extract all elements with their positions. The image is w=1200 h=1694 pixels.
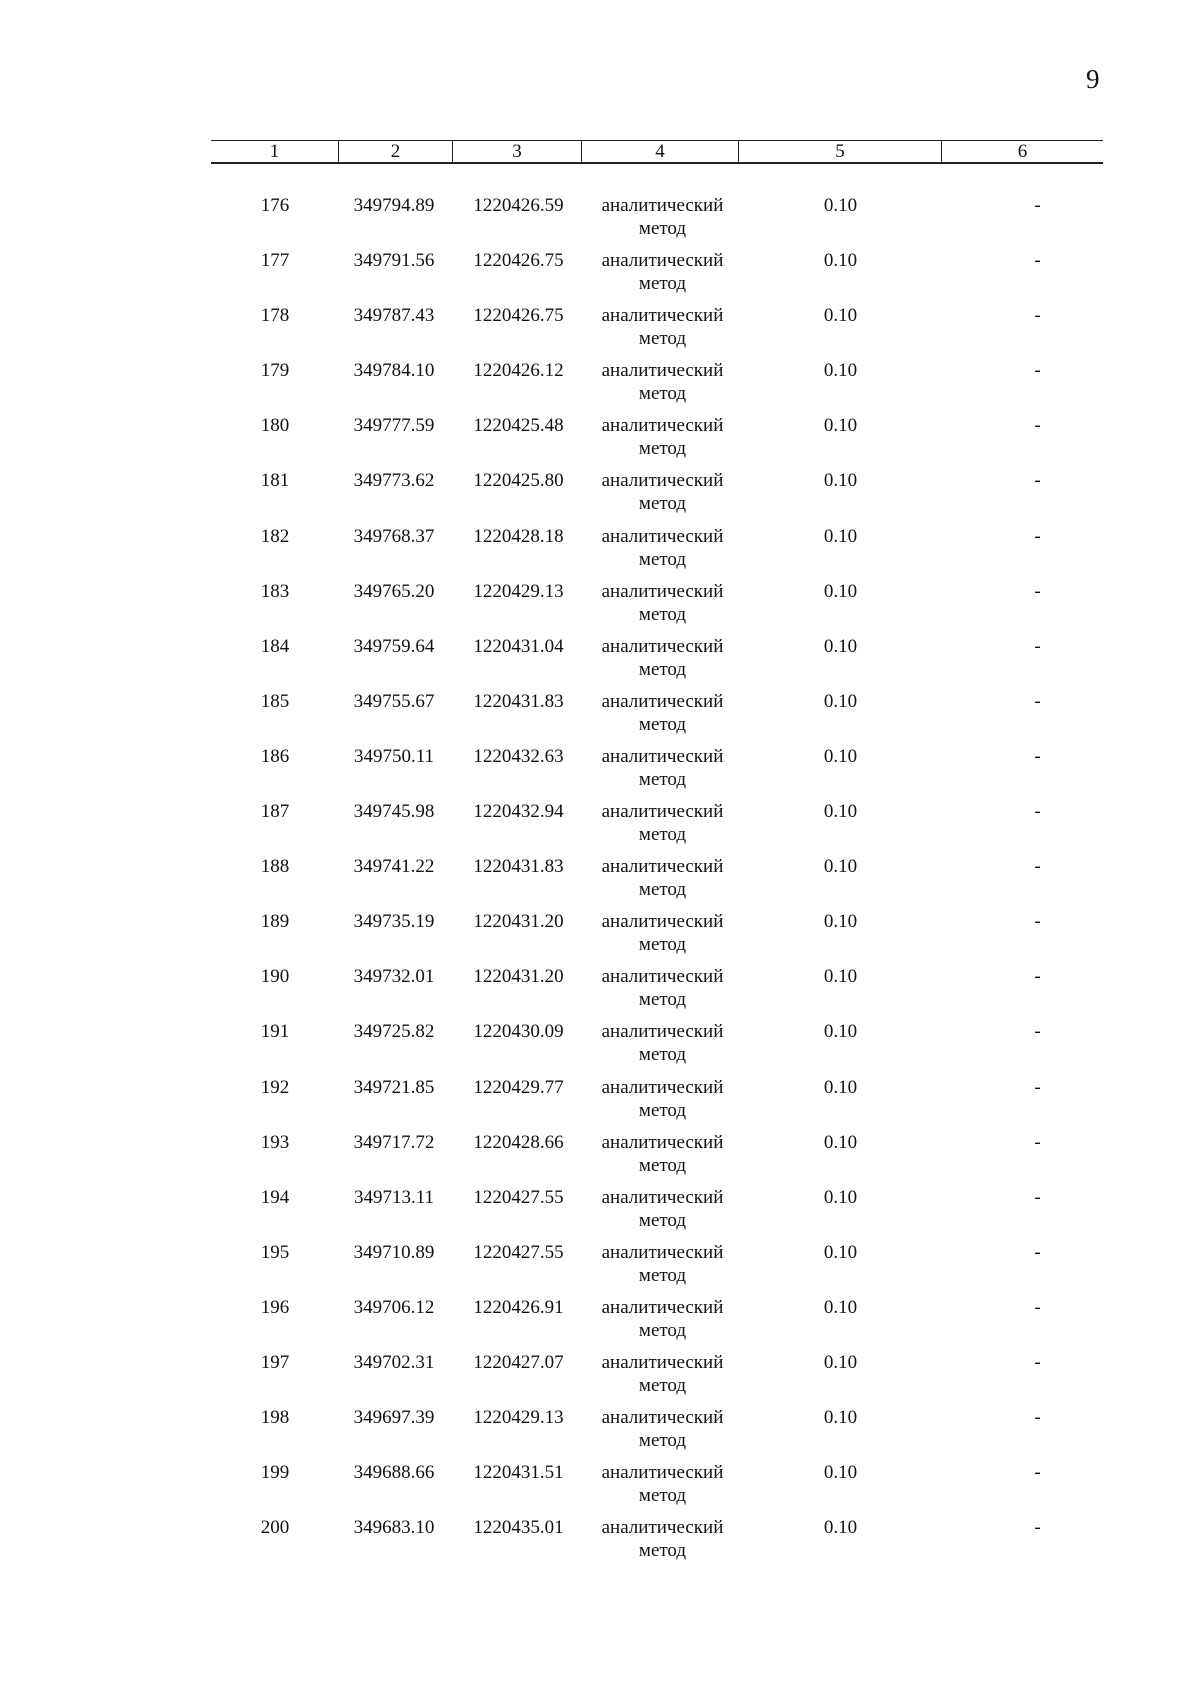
header-cell: 1: [211, 141, 339, 162]
accuracy-value: 0.10: [823, 195, 858, 216]
table-row: [211, 1514, 1103, 1569]
coordinate-y: 1220426.91: [473, 1296, 564, 1318]
method-line-1: аналитический: [601, 856, 724, 878]
coordinate-y: 1220435.01: [473, 1517, 564, 1539]
method-line-1: аналитический: [601, 1351, 724, 1373]
table-row: [211, 1349, 1103, 1404]
note-value: -: [1034, 1517, 1041, 1539]
method-line-1: аналитический: [601, 745, 724, 767]
accuracy-value: 0.10: [823, 1131, 858, 1153]
note-value: -: [1034, 195, 1041, 216]
point-number: 176: [260, 195, 290, 216]
method-line-2: метод: [638, 658, 687, 680]
method-line-1: аналитический: [601, 1186, 724, 1208]
method-line-2: метод: [638, 1264, 687, 1286]
coordinate-x: 349713.11: [353, 1186, 435, 1208]
point-number: 181: [260, 470, 290, 492]
coordinate-x: 349721.85: [353, 1076, 435, 1098]
point-number: 182: [260, 525, 290, 547]
note-value: -: [1034, 525, 1041, 547]
coordinate-x: 349717.72: [353, 1131, 435, 1153]
method-cell: [582, 853, 739, 908]
accuracy-value: 0.10: [823, 580, 858, 602]
coordinate-y: 1220428.66: [473, 1131, 564, 1153]
method-line-2: метод: [638, 879, 687, 901]
accuracy-value: 0.10: [823, 1021, 858, 1043]
table-header: [211, 140, 1103, 164]
method-line-1: аналитический: [601, 360, 724, 382]
note-value: -: [1034, 415, 1041, 437]
accuracy-value: 0.10: [823, 415, 858, 437]
method-line-1: аналитический: [601, 635, 724, 657]
coordinate-y: 1220431.20: [473, 966, 564, 988]
table-body: [211, 192, 1103, 1569]
note-value: -: [1034, 305, 1041, 327]
method-line-2: метод: [638, 438, 687, 460]
coordinate-x: 349683.10: [353, 1517, 435, 1539]
coordinate-y: 1220432.94: [473, 801, 564, 823]
coordinate-x: 349710.89: [353, 1241, 435, 1263]
accuracy-value: 0.10: [823, 1241, 858, 1263]
method-cell: [582, 1349, 739, 1404]
coordinate-x: 349732.01: [353, 966, 435, 988]
table-row: [211, 247, 1103, 302]
note-value: -: [1034, 911, 1041, 933]
note-value: -: [1034, 1351, 1041, 1373]
method-line-1: аналитический: [601, 1296, 724, 1318]
coordinate-x: 349741.22: [353, 856, 435, 878]
point-number: 195: [260, 1241, 290, 1263]
accuracy-value: 0.10: [823, 911, 858, 933]
method-cell: [582, 1459, 739, 1514]
method-line-2: метод: [638, 328, 687, 350]
method-cell: [582, 743, 739, 798]
coordinate-x: 349706.12: [353, 1296, 435, 1318]
point-number: 193: [260, 1131, 290, 1153]
method-line-2: метод: [638, 989, 687, 1011]
accuracy-value: 0.10: [823, 1076, 858, 1098]
method-line-1: аналитический: [601, 1241, 724, 1263]
table-row: [211, 357, 1103, 412]
method-line-1: аналитический: [601, 305, 724, 327]
method-cell: [582, 1129, 739, 1184]
method-cell: [582, 1239, 739, 1294]
coordinate-x: 349702.31: [353, 1351, 435, 1373]
coordinate-x: 349794.89: [353, 195, 435, 216]
point-number: 183: [260, 580, 290, 602]
note-value: -: [1034, 1186, 1041, 1208]
accuracy-value: 0.10: [823, 966, 858, 988]
table-row: [211, 688, 1103, 743]
table-row: [211, 743, 1103, 798]
table-row: [211, 1239, 1103, 1294]
header-cell: 5: [739, 141, 942, 162]
method-line-2: метод: [638, 273, 687, 295]
coordinate-x: 349784.10: [353, 360, 435, 382]
method-cell: [582, 523, 739, 578]
table-row: [211, 1129, 1103, 1184]
coordinate-y: 1220432.63: [473, 745, 564, 767]
point-number: 178: [260, 305, 290, 327]
note-value: -: [1034, 1296, 1041, 1318]
method-cell: [582, 1514, 739, 1569]
note-value: -: [1034, 1241, 1041, 1263]
coordinate-y: 1220431.83: [473, 690, 564, 712]
method-line-1: аналитический: [601, 1462, 724, 1484]
accuracy-value: 0.10: [823, 856, 858, 878]
method-cell: [582, 1074, 739, 1129]
accuracy-value: 0.10: [823, 745, 858, 767]
point-number: 179: [260, 360, 290, 382]
coordinate-x: 349765.20: [353, 580, 435, 602]
method-line-2: метод: [638, 768, 687, 790]
header-cell: 3: [453, 141, 582, 162]
coordinate-y: 1220426.59: [473, 195, 564, 216]
coordinate-y: 1220431.04: [473, 635, 564, 657]
method-line-2: метод: [638, 603, 687, 625]
accuracy-value: 0.10: [823, 635, 858, 657]
method-line-1: аналитический: [601, 415, 724, 437]
coordinate-x: 349759.64: [353, 635, 435, 657]
note-value: -: [1034, 635, 1041, 657]
method-line-1: аналитический: [601, 1076, 724, 1098]
method-line-2: метод: [638, 1099, 687, 1121]
accuracy-value: 0.10: [823, 1296, 858, 1318]
note-value: -: [1034, 1131, 1041, 1153]
coordinate-y: 1220425.48: [473, 415, 564, 437]
note-value: -: [1034, 250, 1041, 272]
note-value: -: [1034, 745, 1041, 767]
note-value: -: [1034, 1407, 1041, 1429]
table-row: [211, 1074, 1103, 1129]
note-value: -: [1034, 360, 1041, 382]
table-row: [211, 523, 1103, 578]
note-value: -: [1034, 690, 1041, 712]
method-cell: [582, 302, 739, 357]
point-number: 196: [260, 1296, 290, 1318]
header-cell: 6: [1017, 140, 1028, 162]
method-cell: [582, 247, 739, 302]
coordinate-x: 349735.19: [353, 911, 435, 933]
coordinate-y: 1220430.09: [473, 1021, 564, 1043]
coordinate-x: 349725.82: [353, 1021, 435, 1043]
table-row: [211, 1459, 1103, 1514]
coordinate-x: 349750.11: [353, 745, 435, 767]
method-line-2: метод: [638, 218, 687, 239]
method-line-2: метод: [638, 493, 687, 515]
method-line-2: метод: [638, 1374, 687, 1396]
table-row: [211, 1404, 1103, 1459]
method-line-2: метод: [638, 1209, 687, 1231]
note-value: -: [1034, 470, 1041, 492]
coordinate-x: 349787.43: [353, 305, 435, 327]
coordinate-y: 1220427.55: [473, 1241, 564, 1263]
accuracy-value: 0.10: [823, 690, 858, 712]
method-line-2: метод: [638, 1485, 687, 1507]
method-line-2: метод: [638, 383, 687, 405]
note-value: -: [1034, 801, 1041, 823]
coordinate-x: 349697.39: [353, 1407, 435, 1429]
method-line-1: аналитический: [601, 470, 724, 492]
method-cell: [582, 1184, 739, 1239]
note-value: -: [1034, 856, 1041, 878]
table-row: [211, 1294, 1103, 1349]
note-value: -: [1034, 1021, 1041, 1043]
method-line-1: аналитический: [601, 1407, 724, 1429]
coordinate-y: 1220426.75: [473, 305, 564, 327]
method-line-2: метод: [638, 1319, 687, 1341]
method-line-1: аналитический: [601, 1131, 724, 1153]
method-line-1: аналитический: [601, 1517, 724, 1539]
page-number: 9: [1086, 64, 1100, 94]
coordinate-y: 1220428.18: [473, 525, 564, 547]
method-line-1: аналитический: [601, 195, 724, 216]
table-row: [211, 192, 1103, 247]
table-row: [211, 853, 1103, 908]
table-row: [211, 578, 1103, 633]
coordinate-x: 349688.66: [353, 1462, 435, 1484]
point-number: 194: [260, 1186, 290, 1208]
coordinate-y: 1220431.83: [473, 856, 564, 878]
accuracy-value: 0.10: [823, 1407, 858, 1429]
note-value: -: [1034, 1076, 1041, 1098]
point-number: 190: [260, 966, 290, 988]
point-number: 189: [260, 911, 290, 933]
method-cell: [582, 908, 739, 963]
point-number: 185: [260, 690, 290, 712]
method-cell: [582, 963, 739, 1018]
point-number: 192: [260, 1076, 290, 1098]
coordinate-y: 1220425.80: [473, 470, 564, 492]
coordinate-y: 1220431.20: [473, 911, 564, 933]
point-number: 188: [260, 856, 290, 878]
accuracy-value: 0.10: [823, 470, 858, 492]
coordinate-x: 349755.67: [353, 690, 435, 712]
header-cell: 2: [339, 141, 453, 162]
table-row: [211, 1018, 1103, 1073]
coordinate-y: 1220431.51: [473, 1462, 564, 1484]
table-row: [211, 633, 1103, 688]
coordinate-y: 1220427.07: [473, 1351, 564, 1373]
accuracy-value: 0.10: [823, 1517, 858, 1539]
method-line-2: метод: [638, 824, 687, 846]
coordinate-y: 1220426.12: [473, 360, 564, 382]
method-line-1: аналитический: [601, 250, 724, 272]
accuracy-value: 0.10: [823, 801, 858, 823]
coordinate-x: 349768.37: [353, 525, 435, 547]
point-number: 187: [260, 801, 290, 823]
coordinate-x: 349773.62: [353, 470, 435, 492]
note-value: -: [1034, 580, 1041, 602]
point-number: 177: [260, 250, 290, 272]
method-line-2: метод: [638, 1540, 687, 1562]
method-cell: [582, 1294, 739, 1349]
coordinate-y: 1220426.75: [473, 250, 564, 272]
table-row: [211, 467, 1103, 522]
coordinate-y: 1220429.77: [473, 1076, 564, 1098]
point-number: 184: [260, 635, 290, 657]
point-number: 180: [260, 415, 290, 437]
method-line-1: аналитический: [601, 580, 724, 602]
method-cell: [582, 633, 739, 688]
accuracy-value: 0.10: [823, 1351, 858, 1373]
method-line-1: аналитический: [601, 525, 724, 547]
table-row: [211, 412, 1103, 467]
method-line-2: метод: [638, 1044, 687, 1066]
method-cell: [582, 357, 739, 412]
coordinate-y: 1220429.13: [473, 580, 564, 602]
note-value: -: [1034, 1462, 1041, 1484]
point-number: 200: [260, 1517, 290, 1539]
method-cell: [582, 688, 739, 743]
table-row: [211, 798, 1103, 853]
accuracy-value: 0.10: [823, 1186, 858, 1208]
accuracy-value: 0.10: [823, 305, 858, 327]
point-number: 199: [260, 1462, 290, 1484]
coordinate-x: 349791.56: [353, 250, 435, 272]
method-cell: [582, 1018, 739, 1073]
accuracy-value: 0.10: [823, 360, 858, 382]
point-number: 198: [260, 1407, 290, 1429]
table-row: [211, 302, 1103, 357]
method-line-2: метод: [638, 548, 687, 570]
method-line-1: аналитический: [601, 911, 724, 933]
method-cell: [582, 1404, 739, 1459]
method-line-2: метод: [638, 1430, 687, 1452]
coordinate-x: 349745.98: [353, 801, 435, 823]
method-cell: [582, 798, 739, 853]
method-cell: [582, 192, 739, 247]
point-number: 197: [260, 1351, 290, 1373]
table-row: [211, 963, 1103, 1018]
method-line-1: аналитический: [601, 801, 724, 823]
point-number: 186: [260, 745, 290, 767]
table-row: [211, 908, 1103, 963]
table-row: [211, 1184, 1103, 1239]
method-line-1: аналитический: [601, 1021, 724, 1043]
method-cell: [582, 578, 739, 633]
method-line-1: аналитический: [601, 690, 724, 712]
method-line-2: метод: [638, 934, 687, 956]
accuracy-value: 0.10: [823, 525, 858, 547]
coordinate-y: 1220429.13: [473, 1407, 564, 1429]
method-cell: [582, 467, 739, 522]
coordinate-x: 349777.59: [353, 415, 435, 437]
method-line-2: метод: [638, 1154, 687, 1176]
point-number: 191: [260, 1021, 290, 1043]
note-value: -: [1034, 966, 1041, 988]
accuracy-value: 0.10: [823, 1462, 858, 1484]
coordinate-y: 1220427.55: [473, 1186, 564, 1208]
method-cell: [582, 412, 739, 467]
method-line-2: метод: [638, 713, 687, 735]
accuracy-value: 0.10: [823, 250, 858, 272]
header-cell: 4: [582, 141, 739, 162]
method-line-1: аналитический: [601, 966, 724, 988]
